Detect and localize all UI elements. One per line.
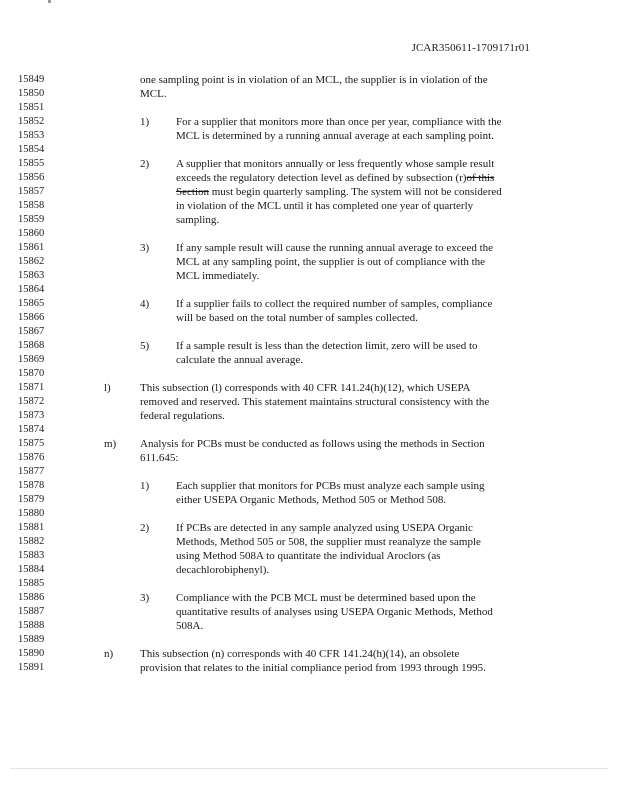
line-number: 15888 [18,620,45,631]
m-item-2-line: Methods, Method 505 or 508, the supplier must reanalyze the sample [176,536,481,548]
line-number: 15862 [18,256,45,267]
line-number: 15885 [18,578,45,589]
line-number: 15870 [18,368,45,379]
item-1-line: For a supplier that monitors more than once per year, compliance with the [176,116,502,128]
line-number: 15851 [18,102,45,113]
line-number: 15865 [18,298,45,309]
subsection-l-line: removed and reserved. This statement maintains structural consistency with the [140,396,490,408]
line-number: 15889 [18,634,45,645]
line-number: 15876 [18,452,45,463]
line-number: 15850 [18,88,45,99]
line-number: 15864 [18,284,45,295]
line-number: 15879 [18,494,45,505]
line-number: 15883 [18,550,45,561]
line-number: 15881 [18,522,45,533]
subsection-n-line: This subsection (n) corresponds with 40 CFR 141.24(h)(14), an obsolete [140,648,460,660]
subsection-l-line: This subsection (l) corresponds with 40 CFR 141.24(h)(12), which USEPA [140,382,471,394]
line-number: 15884 [18,564,45,575]
paragraph-line: MCL. [140,88,167,100]
struck-text: of this [466,172,495,184]
subsection-l-line: federal regulations. [140,410,225,422]
item-label-2: 2) [140,158,150,170]
item-3-line: If any sample result will cause the running annual average to exceed the [176,242,494,254]
m-item-1-line: either USEPA Organic Methods, Method 505 or Method 508. [176,494,447,506]
line-number: 15887 [18,606,45,617]
item-4-line: If a supplier fails to collect the required number of samples, compliance [176,298,493,310]
item-label-1: 1) [140,116,150,128]
paragraph-line: one sampling point is in violation of an MCL, the supplier is in violation of the [140,74,488,86]
subsection-label-m: m) [104,438,117,450]
line-number: 15866 [18,312,45,323]
subsection-m-line: Analysis for PCBs must be conducted as follows using the methods in Section [140,438,485,450]
line-number: 15857 [18,186,45,197]
m-item-label-1: 1) [140,480,150,492]
item-2-line: sampling. [176,214,220,226]
item-2-text: must begin quarterly sampling. The system will not be considered [209,186,502,198]
line-number: 15861 [18,242,45,253]
item-5-line: calculate the annual average. [176,354,304,366]
line-number: 15852 [18,116,45,127]
item-2-line: in violation of the MCL until it has completed one year of quarterly [176,200,474,212]
item-2-line [176,185,502,199]
item-1-line: MCL is determined by a running annual average at each sampling point. [176,130,494,142]
m-item-3-line: Compliance with the PCB MCL must be determined based upon the [176,592,476,604]
document-header-id: JCAR350611-1709171r01 [411,42,530,54]
item-label-3: 3) [140,242,150,254]
item-3-line: MCL immediately. [176,270,260,282]
line-number: 15868 [18,340,45,351]
line-number: 15882 [18,536,45,547]
line-number: 15854 [18,144,45,155]
line-number: 15859 [18,214,45,225]
line-number: 15873 [18,410,45,421]
line-number: 15849 [18,74,45,85]
m-item-3-line: 508A. [176,620,204,632]
line-number: 15877 [18,466,45,477]
line-number: 15878 [18,480,45,491]
m-item-1-line: Each supplier that monitors for PCBs must analyze each sample using [176,480,485,492]
line-number: 15886 [18,592,45,603]
line-number: 15863 [18,270,45,281]
m-item-2-line: using Method 508A to quantitate the individual Aroclors (as [176,550,441,562]
line-number: 15856 [18,172,45,183]
bottom-rule [10,768,608,769]
m-item-label-2: 2) [140,522,150,534]
line-number: 15880 [18,508,45,519]
line-number: 15867 [18,326,45,337]
scan-mark [48,0,51,3]
subsection-m-line: 611.645: [140,452,179,464]
subsection-label-n: n) [104,648,114,660]
item-label-5: 5) [140,340,150,352]
item-2-text: exceeds the regulatory detection level as defined by subsection (r) [176,172,467,184]
line-number: 15860 [18,228,45,239]
line-number: 15891 [18,662,45,673]
line-number: 15890 [18,648,45,659]
item-5-line: If a sample result is less than the detection limit, zero will be used to [176,340,478,352]
item-3-line: MCL at any sampling point, the supplier is out of compliance with the [176,256,486,268]
item-label-4: 4) [140,298,150,310]
line-number: 15871 [18,382,45,393]
subsection-label-l: l) [104,382,111,394]
item-2-line: A supplier that monitors annually or less frequently whose sample result [176,158,495,170]
m-item-3-line: quantitative results of analyses using USEPA Organic Methods, Method [176,606,493,618]
m-item-2-line: decachlorobiphenyl). [176,564,270,576]
line-number: 15853 [18,130,45,141]
m-item-label-3: 3) [140,592,150,604]
item-2-line [176,171,494,185]
line-number: 15858 [18,200,45,211]
subsection-n-line: provision that relates to the initial compliance period from 1993 through 1995. [140,662,486,674]
line-number: 15872 [18,396,45,407]
struck-text: Section [176,186,209,198]
m-item-2-line: If PCBs are detected in any sample analyzed using USEPA Organic [176,522,473,534]
item-4-line: will be based on the total number of samples collected. [176,312,418,324]
line-number: 15869 [18,354,45,365]
line-number: 15874 [18,424,45,435]
line-number: 15875 [18,438,45,449]
line-number: 15855 [18,158,45,169]
